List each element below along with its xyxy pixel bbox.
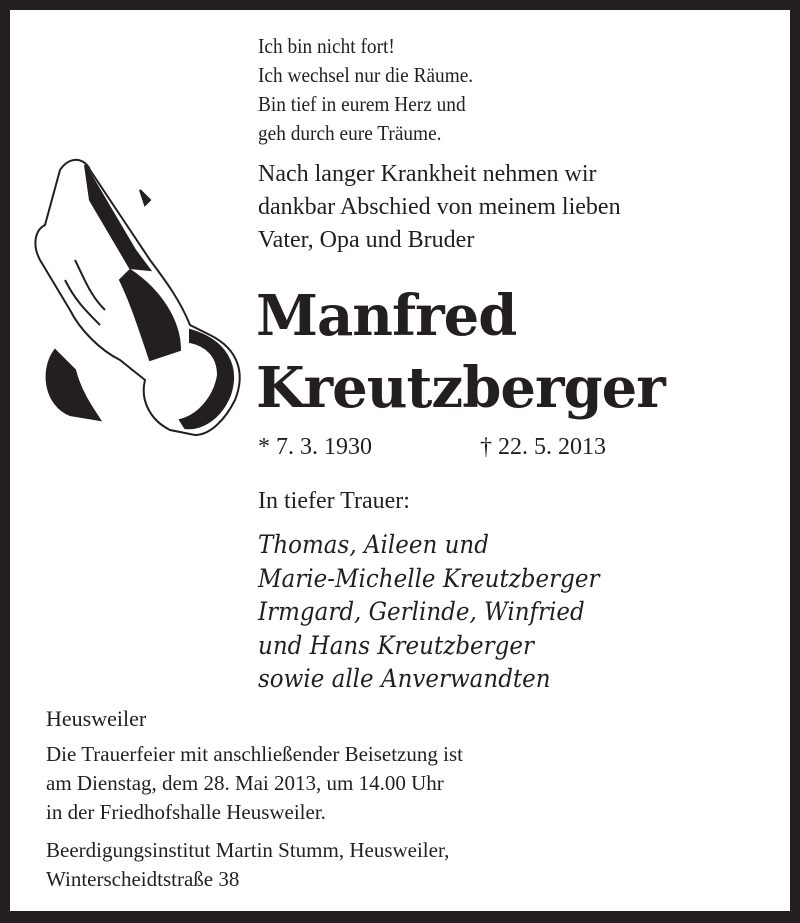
mourner-line: sowie alle Anverwandten <box>258 664 551 693</box>
intro-line: Nach langer Krankheit nehmen wir <box>258 161 597 187</box>
mourners-list <box>258 528 599 696</box>
undertaker-line: Winterscheidtstraße 38 <box>46 867 240 891</box>
birth-date: * 7. 3. 1930 <box>258 434 372 460</box>
intro-line: Vater, Opa und Bruder <box>258 227 475 253</box>
poem <box>258 32 473 148</box>
intro-line: dankbar Abschied von meinem lieben <box>258 194 621 220</box>
praying-hands-icon <box>30 150 250 440</box>
undertaker-info <box>46 836 449 894</box>
obituary-card <box>10 10 790 911</box>
ceremony-info <box>46 740 463 827</box>
ceremony-line: Die Trauerfeier mit anschließender Beisetzung ist <box>46 742 463 766</box>
location: Heusweiler <box>46 706 147 731</box>
poem-line: Ich bin nicht fort! <box>258 34 395 58</box>
mourner-line: Irmgard, Gerlinde, Winfried <box>258 597 585 626</box>
last-name: Kreutzberger <box>256 355 665 421</box>
poem-line: Bin tief in eurem Herz und <box>258 92 466 116</box>
poem-line: Ich wechsel nur die Räume. <box>258 63 474 87</box>
ceremony-line: in der Friedhofshalle Heusweiler. <box>46 800 326 824</box>
first-name: Manfred <box>256 283 517 349</box>
mourners-label: In tiefer Trauer: <box>258 488 410 514</box>
intro-text <box>258 158 621 257</box>
mourner-line: und Hans Kreutzberger <box>258 630 534 660</box>
death-date: † 22. 5. 2013 <box>480 434 606 460</box>
deceased-name <box>256 280 665 424</box>
mourner-line: Thomas, Aileen und <box>258 530 489 559</box>
ceremony-line: am Dienstag, dem 28. Mai 2013, um 14.00 Uhr <box>46 771 444 795</box>
life-dates <box>258 434 658 461</box>
mourner-line: Marie-Michelle Kreutzberger <box>258 563 600 593</box>
poem-line: geh durch eure Träume. <box>258 121 442 145</box>
undertaker-line: Beerdigungsinstitut Martin Stumm, Heusweiler, <box>46 838 450 862</box>
